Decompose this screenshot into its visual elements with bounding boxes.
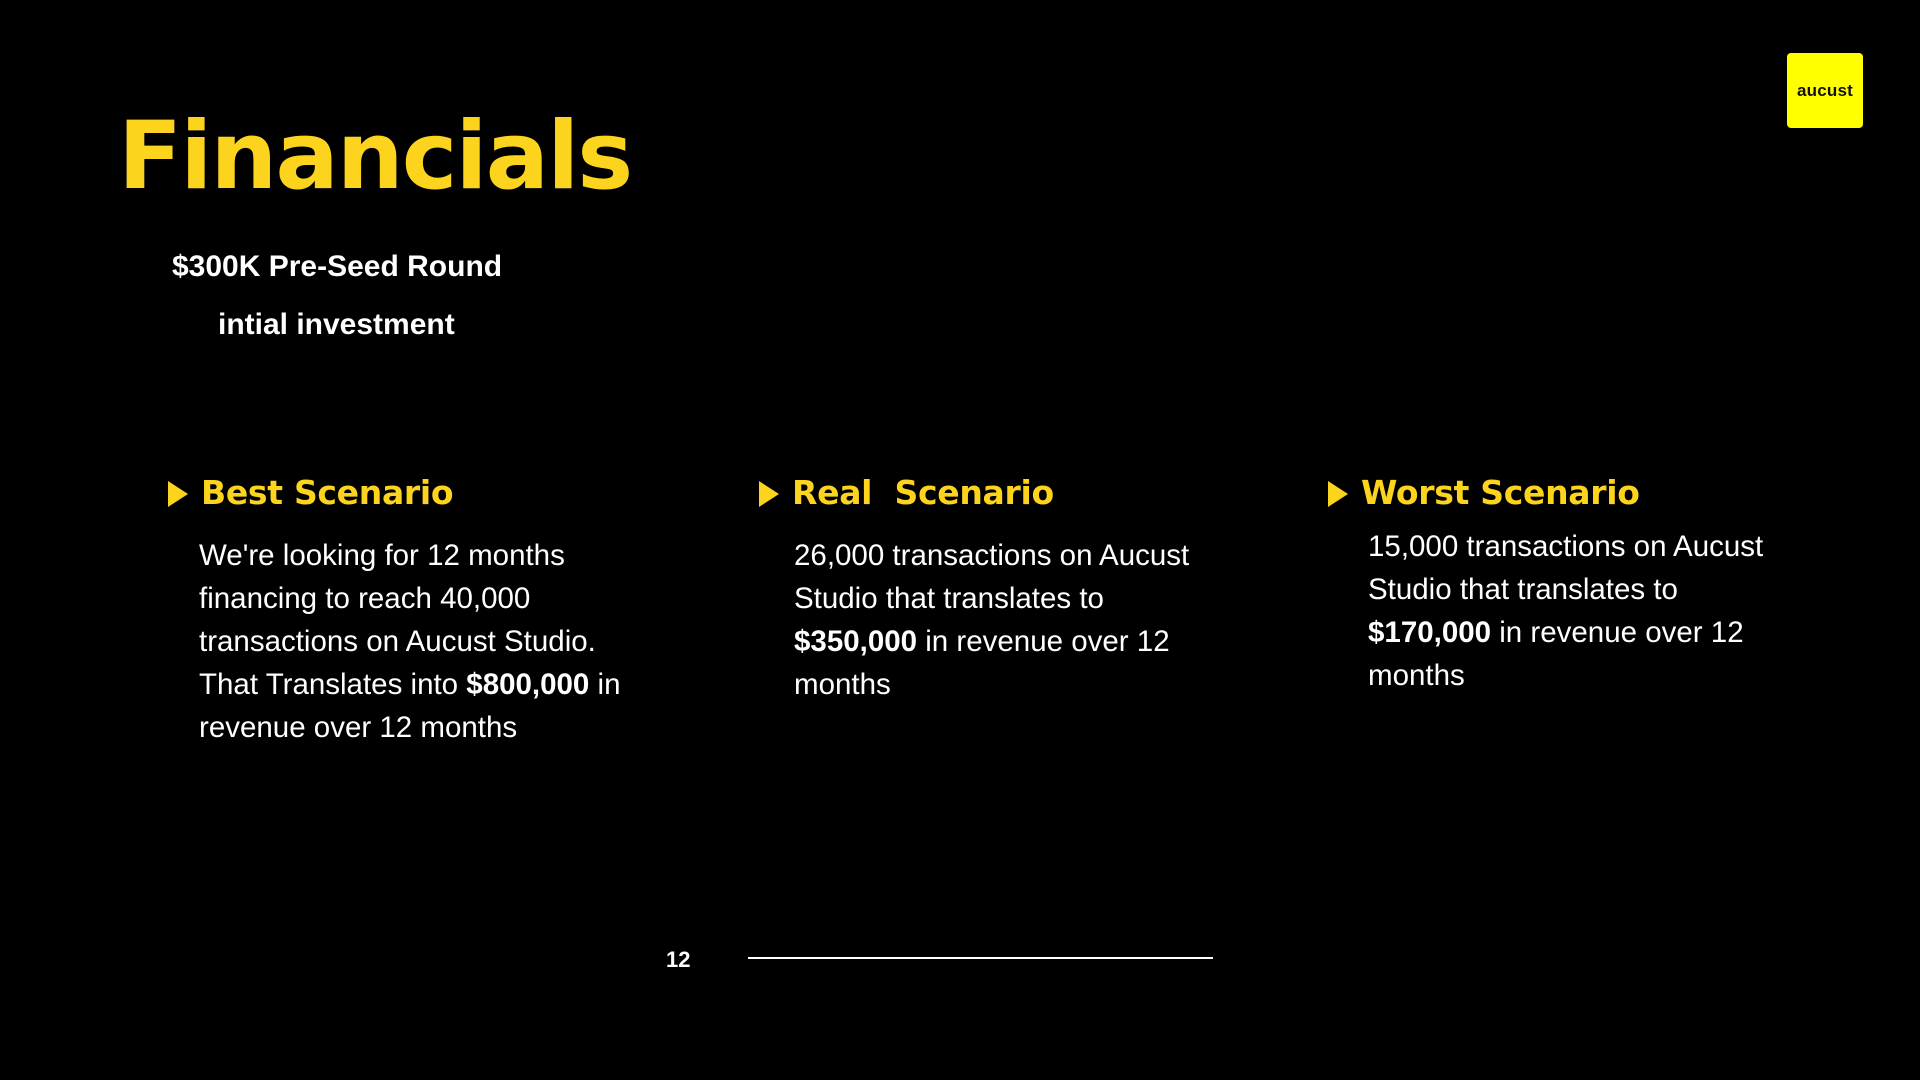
scenario-best-header (168, 470, 638, 514)
scenario-worst-description (1368, 525, 1788, 697)
scenario-real (759, 470, 1229, 706)
scenario-real-description (794, 534, 1214, 706)
scenario-best-text-tail: in revenue over 12 months (199, 668, 621, 744)
scenario-real-title: Real Scenario (792, 472, 1054, 512)
triangle-bullet-icon (1328, 481, 1348, 507)
scenario-best-description (199, 534, 639, 749)
scenario-best-text: We're looking for 12 months financing to reach 40,000 transactions on Aucust Studio. That Translates into (199, 539, 596, 701)
investment-type-label: intial investment (218, 308, 455, 341)
scenario-best (168, 470, 638, 749)
scenario-real-amount: $350,000 (794, 625, 918, 658)
scenario-real-text: 26,000 transactions on Aucust Studio that translates to (794, 539, 1190, 615)
brand-logo (1787, 53, 1863, 128)
scenario-real-text-tail: in revenue over 12 months (794, 625, 1170, 701)
scenario-best-amount: $800,000 (466, 668, 590, 701)
triangle-bullet-icon (759, 481, 779, 507)
funding-round-label: $300K Pre-Seed Round (172, 250, 503, 283)
scenario-worst-title: Worst Scenario (1361, 472, 1640, 512)
scenario-worst-amount: $170,000 (1368, 616, 1492, 649)
page-number: 12 (666, 947, 691, 972)
scenario-best-title: Best Scenario (201, 472, 454, 512)
scenario-worst-text-tail: in revenue over 12 months (1368, 616, 1744, 692)
scenario-real-header (759, 470, 1229, 514)
brand-logo-text: aucust (1797, 80, 1853, 100)
triangle-bullet-icon (168, 481, 188, 507)
footer-divider (748, 957, 1213, 959)
scenario-worst-header (1328, 470, 1798, 514)
scenario-worst-text: 15,000 transactions on Aucust Studio that translates to (1368, 530, 1764, 606)
scenario-worst (1328, 470, 1798, 697)
page-title: Financials (118, 102, 632, 211)
